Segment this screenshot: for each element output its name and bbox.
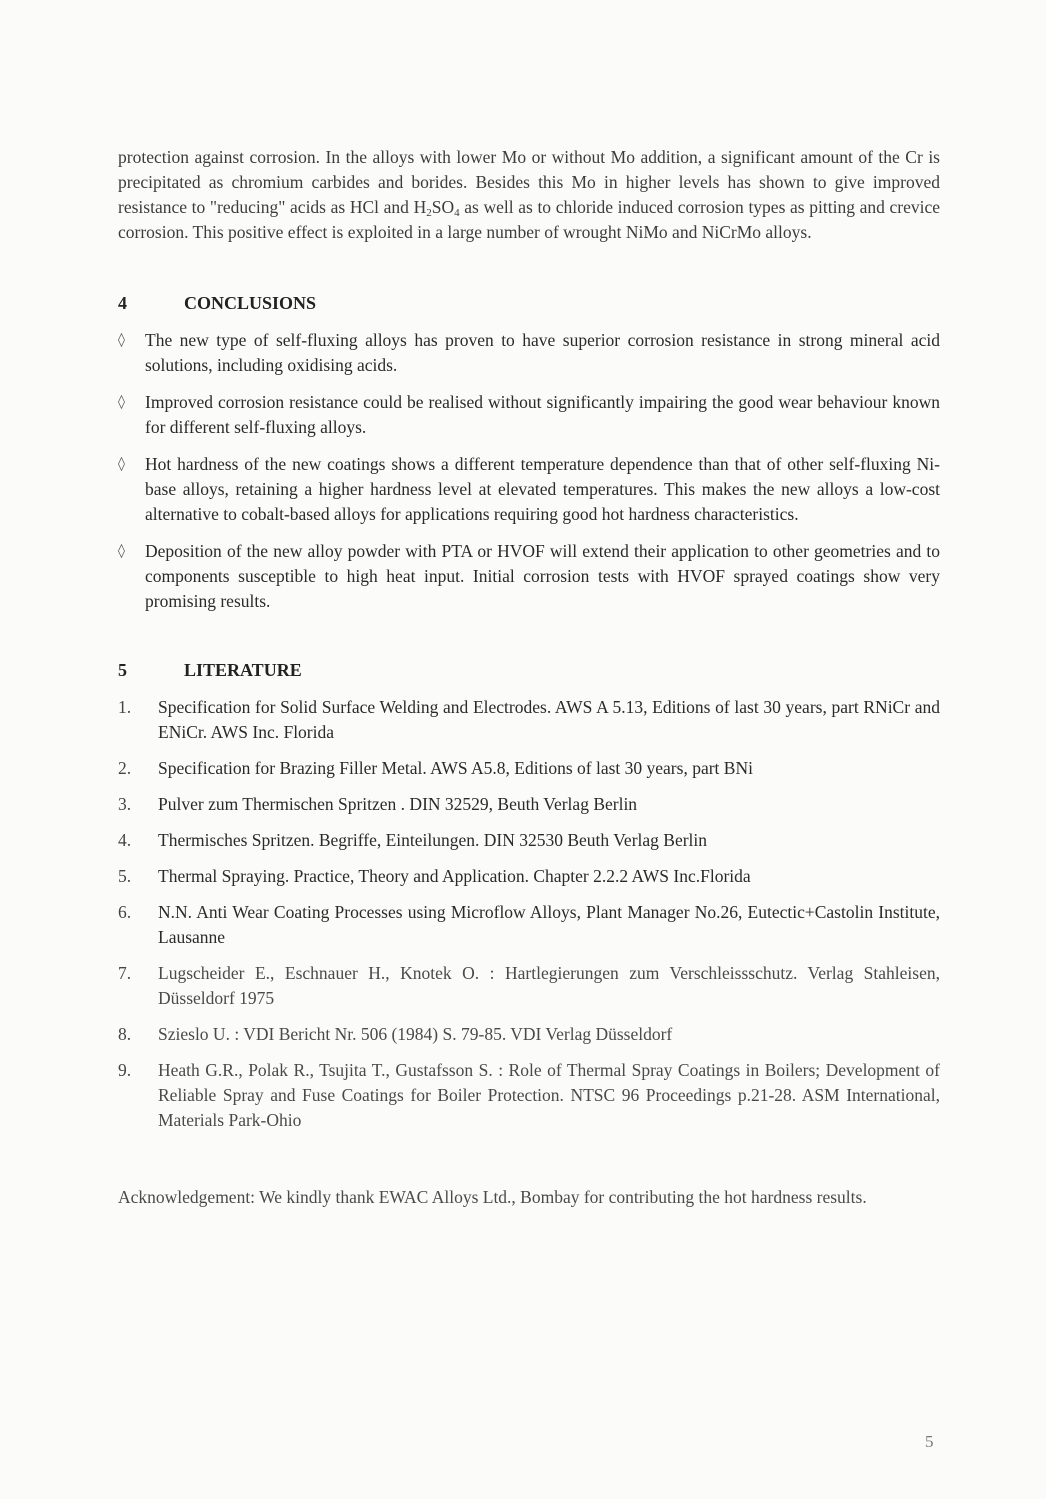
diamond-bullet-icon: ◊	[118, 456, 125, 472]
page-content	[118, 145, 940, 1210]
conclusions-list	[118, 328, 940, 614]
diamond-bullet-icon: ◊	[118, 332, 125, 348]
section-title: CONCLUSIONS	[184, 293, 317, 313]
conclusion-text: Improved corrosion resistance could be realised without significantly impairing the good wear behaviour known for different self-fluxing alloys.	[145, 392, 940, 437]
section-number: 4	[118, 293, 127, 313]
section-title: LITERATURE	[184, 660, 302, 680]
conclusion-text: Deposition of the new alloy powder with PTA or HVOF will extend their application to other geometries and to components susceptible to high heat input. Initial corrosion tests with HVOF sprayed coatings show very promising results.	[145, 541, 940, 611]
reference-number: 1.	[118, 697, 132, 717]
reference-text: Szieslo U. : VDI Bericht Nr. 506 (1984) S. 79-85. VDI Verlag Düsseldorf	[158, 1024, 673, 1044]
reference-text: Pulver zum Thermischen Spritzen . DIN 32529, Beuth Verlag Berlin	[158, 794, 638, 814]
conclusion-item	[118, 390, 940, 440]
reference-number: 2.	[118, 758, 132, 778]
subscript-2: 2	[426, 207, 432, 219]
page-number: 5	[925, 1432, 934, 1451]
diamond-bullet-icon: ◊	[118, 543, 125, 559]
conclusion-text: Hot hardness of the new coatings shows a different temperature dependence than that of other self-fluxing Ni-base alloys, retaining a higher hardness level at elevated temperatures. This makes the new alloys a low-cost alternative to cobalt-based alloys for applications requiring good hot hardness characteristics.	[145, 454, 940, 524]
reference-item	[118, 1058, 940, 1133]
conclusion-text: The new type of self-fluxing alloys has proven to have superior corrosion resistance in strong mineral acid solutions, including oxidising acids.	[145, 330, 940, 375]
reference-number: 6.	[118, 902, 132, 922]
reference-item	[118, 792, 940, 817]
intro-text-part-2: SO	[431, 197, 455, 217]
intro-paragraph	[118, 145, 940, 245]
reference-number: 3.	[118, 794, 132, 814]
acknowledgement: Acknowledgement: We kindly thank EWAC Alloys Ltd., Bombay for contributing the hot hardness results.	[118, 1187, 867, 1207]
reference-number: 5.	[118, 866, 132, 886]
reference-item	[118, 1022, 940, 1047]
reference-text: N.N. Anti Wear Coating Processes using Microflow Alloys, Plant Manager No.26, Eutectic+Castolin Institute, Lausanne	[158, 902, 940, 947]
reference-text: Lugscheider E., Eschnauer H., Knotek O. : Hartlegierungen zum Verschleissschutz. Verlag Stahleisen, Düsseldorf 1975	[158, 963, 940, 1008]
reference-item	[118, 828, 940, 853]
intro-text-part-3: as well as to chloride induced corrosion types as pitting and crevice corrosion. This positive effect is exploited in a large number of wrought NiMo and NiCrMo alloys.	[118, 197, 940, 242]
diamond-bullet-icon: ◊	[118, 394, 125, 410]
conclusions-heading	[118, 293, 940, 314]
reference-item	[118, 756, 940, 781]
reference-number: 9.	[118, 1060, 132, 1080]
reference-text: Specification for Solid Surface Welding and Electrodes. AWS A 5.13, Editions of last 30 years, part RNiCr and ENiCr. AWS Inc. Florida	[158, 697, 940, 742]
reference-number: 4.	[118, 830, 132, 850]
reference-item	[118, 695, 940, 745]
reference-item	[118, 864, 940, 889]
reference-item	[118, 961, 940, 1011]
subscript-4: 4	[454, 207, 460, 219]
section-number: 5	[118, 660, 127, 680]
intro-text-part-1: protection against corrosion. In the alloys with lower Mo or without Mo addition, a significant amount of the Cr is precipitated as chromium carbides and borides. Besides this Mo in higher levels has shown to give improved resistance to "reducing" acids as HCl and H	[118, 147, 940, 217]
reference-number: 7.	[118, 963, 132, 983]
reference-text: Specification for Brazing Filler Metal. AWS A5.8, Editions of last 30 years, part BNi	[158, 758, 753, 778]
reference-text: Thermal Spraying. Practice, Theory and Application. Chapter 2.2.2 AWS Inc.Florida	[158, 866, 751, 886]
conclusion-item	[118, 452, 940, 527]
literature-heading	[118, 660, 940, 681]
reference-item	[118, 900, 940, 950]
conclusion-item	[118, 328, 940, 378]
reference-number: 8.	[118, 1024, 132, 1044]
conclusion-item	[118, 539, 940, 614]
reference-list	[118, 695, 940, 1133]
reference-text: Heath G.R., Polak R., Tsujita T., Gustafsson S. : Role of Thermal Spray Coatings in Boilers; Development of Reliable Spray and Fuse Coatings for Boiler Protection. NTSC 96 Proceedings p.21-28. ASM International, Materials Park-Ohio	[158, 1060, 940, 1130]
reference-text: Thermisches Spritzen. Begriffe, Einteilungen. DIN 32530 Beuth Verlag Berlin	[158, 830, 708, 850]
